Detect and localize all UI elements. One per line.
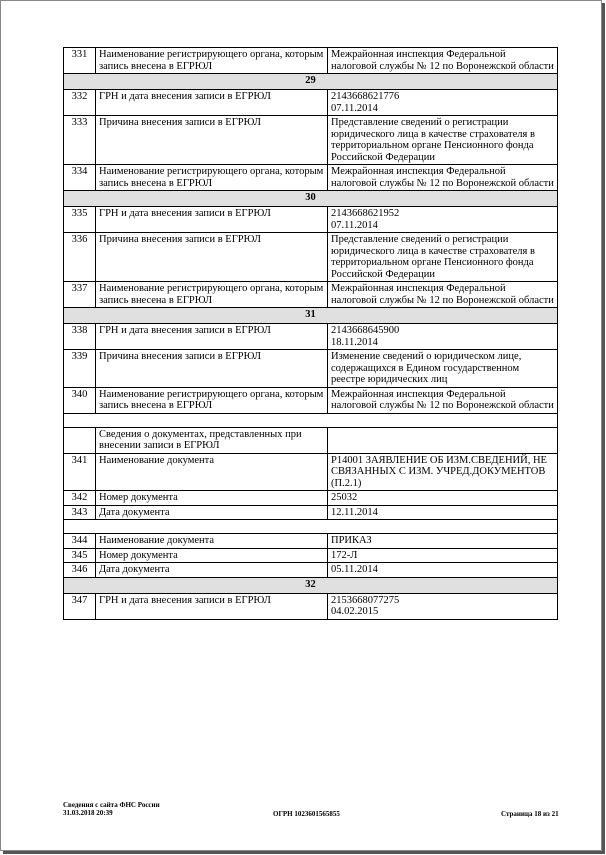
spacer-row (64, 520, 558, 534)
row-value: 05.11.2014 (328, 563, 558, 578)
row-value: 2143668645900 18.11.2014 (328, 324, 558, 350)
section-header-row (64, 308, 558, 324)
row-value: 2143668621776 07.11.2014 (328, 90, 558, 116)
table-row (64, 282, 558, 308)
row-value: Представление сведений о регистрации юридического лица в качестве страхователя в территориальном органе Пенсионного фонда Российской Федерации (328, 116, 558, 165)
row-number: 333 (64, 116, 96, 165)
table-row (64, 505, 558, 520)
table-row (64, 427, 558, 453)
row-label: Дата документа (96, 563, 328, 578)
registry-table (63, 47, 558, 620)
row-number: 340 (64, 387, 96, 413)
row-value: Р14001 ЗАЯВЛЕНИЕ ОБ ИЗМ.СВЕДЕНИЙ, НЕ СВЯЗАННЫХ С ИЗМ. УЧРЕД.ДОКУМЕНТОВ (П.2.1) (328, 453, 558, 491)
footer-source-text: Сведения с сайта ФНС России (63, 801, 160, 809)
row-number: 346 (64, 563, 96, 578)
table-row (64, 387, 558, 413)
table-row (64, 453, 558, 491)
row-label: ГРН и дата внесения записи в ЕГРЮЛ (96, 207, 328, 233)
table-row (64, 324, 558, 350)
row-value: Представление сведений о регистрации юридического лица в качестве страхователя в территориальном органе Пенсионного фонда Российской Федерации (328, 233, 558, 282)
row-number: 339 (64, 350, 96, 388)
row-label: Причина внесения записи в ЕГРЮЛ (96, 116, 328, 165)
footer-page-number: Страница 18 из 21 (501, 810, 559, 818)
row-label: ГРН и дата внесения записи в ЕГРЮЛ (96, 324, 328, 350)
row-number: 336 (64, 233, 96, 282)
table-row (64, 233, 558, 282)
spacer-row (64, 413, 558, 427)
row-number: 341 (64, 453, 96, 491)
row-value: Межрайонная инспекция Федеральной налоговой службы № 12 по Воронежской области (328, 282, 558, 308)
footer-ogrn: ОГРН 1023601565855 (273, 810, 340, 818)
footer-source (63, 801, 160, 817)
row-value: 2143668621952 07.11.2014 (328, 207, 558, 233)
row-label: Сведения о документах, представленных при внесении записи в ЕГРЮЛ (96, 427, 328, 453)
section-number: 32 (64, 577, 558, 593)
row-label: Наименование регистрирующего органа, которым запись внесена в ЕГРЮЛ (96, 165, 328, 191)
row-label: Причина внесения записи в ЕГРЮЛ (96, 350, 328, 388)
row-number: 334 (64, 165, 96, 191)
spacer-cell (64, 413, 558, 427)
row-value: 2153668077275 04.02.2015 (328, 593, 558, 619)
row-label: Наименование регистрирующего органа, которым запись внесена в ЕГРЮЛ (96, 282, 328, 308)
table-row (64, 116, 558, 165)
table-row (64, 207, 558, 233)
row-number: 338 (64, 324, 96, 350)
row-label: ГРН и дата внесения записи в ЕГРЮЛ (96, 90, 328, 116)
row-label: ГРН и дата внесения записи в ЕГРЮЛ (96, 593, 328, 619)
section-number: 31 (64, 308, 558, 324)
row-number: 342 (64, 491, 96, 506)
row-number: 347 (64, 593, 96, 619)
row-number (64, 427, 96, 453)
table-row (64, 350, 558, 388)
row-label: Номер документа (96, 491, 328, 506)
row-label: Наименование регистрирующего органа, которым запись внесена в ЕГРЮЛ (96, 387, 328, 413)
row-value: 12.11.2014 (328, 505, 558, 520)
table-row (64, 491, 558, 506)
section-number: 29 (64, 74, 558, 90)
section-header-row (64, 191, 558, 207)
row-number: 332 (64, 90, 96, 116)
row-value: 25032 (328, 491, 558, 506)
row-number: 345 (64, 548, 96, 563)
row-value: ПРИКАЗ (328, 534, 558, 549)
table-row (64, 593, 558, 619)
footer-datetime: 31.03.2018 20:39 (63, 809, 113, 817)
row-label: Наименование регистрирующего органа, которым запись внесена в ЕГРЮЛ (96, 48, 328, 74)
row-value: Межрайонная инспекция Федеральной налоговой службы № 12 по Воронежской области (328, 48, 558, 74)
registry-table-body (64, 48, 558, 620)
section-header-row (64, 74, 558, 90)
row-label: Наименование документа (96, 534, 328, 549)
row-number: 343 (64, 505, 96, 520)
row-label: Причина внесения записи в ЕГРЮЛ (96, 233, 328, 282)
row-number: 344 (64, 534, 96, 549)
row-label: Номер документа (96, 548, 328, 563)
row-number: 335 (64, 207, 96, 233)
table-row (64, 48, 558, 74)
section-number: 30 (64, 191, 558, 207)
row-number: 337 (64, 282, 96, 308)
row-value: 172-Л (328, 548, 558, 563)
row-value: Межрайонная инспекция Федеральной налоговой службы № 12 по Воронежской области (328, 387, 558, 413)
section-header-row (64, 577, 558, 593)
row-value: Изменение сведений о юридическом лице, содержащихся в Едином государственном реестре юридических лиц (328, 350, 558, 388)
row-value: Межрайонная инспекция Федеральной налоговой службы № 12 по Воронежской области (328, 165, 558, 191)
table-row (64, 165, 558, 191)
row-value (328, 427, 558, 453)
row-label: Наименование документа (96, 453, 328, 491)
table-row (64, 90, 558, 116)
spacer-cell (64, 520, 558, 534)
row-number: 331 (64, 48, 96, 74)
row-label: Дата документа (96, 505, 328, 520)
table-row (64, 534, 558, 549)
table-row (64, 563, 558, 578)
table-row (64, 548, 558, 563)
